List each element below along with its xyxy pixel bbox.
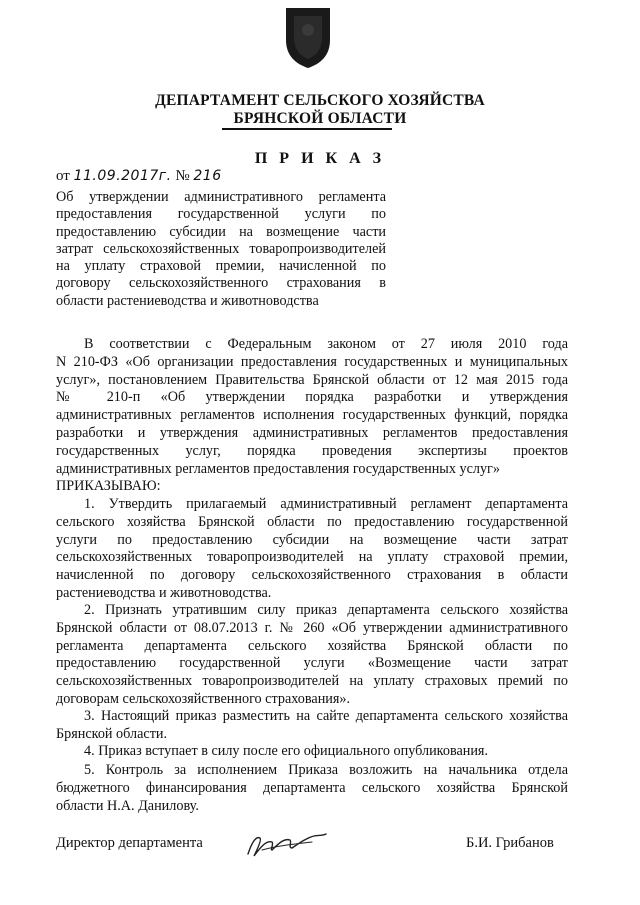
item-1-line: услуги по предоставлению субсидии на возмещение части затрат: [56, 531, 568, 548]
signatory-title: Директор департамента: [56, 835, 203, 851]
item-1-line: начисленной по договору сельскохозяйственного страхования в области: [56, 567, 568, 584]
number-value: 216: [193, 168, 222, 184]
handwritten-signature: [242, 828, 332, 860]
subject-line: затрат сельскохозяйственных товаропроизводителей: [56, 240, 386, 257]
subject-line: Об утверждении административного регламента: [56, 189, 386, 205]
document-type-heading: П Р И К А З: [254, 150, 386, 167]
header-underline: [222, 128, 392, 130]
item-1-line: сельского хозяйства Брянской области по предоставлению государственной: [56, 513, 568, 530]
item-2-paragraph: [56, 602, 568, 709]
preamble-line: услуг», постановлением Правительства Брянской области от 12 мая 2015 года: [56, 371, 568, 388]
item-5-line: области Н.А. Данилову.: [56, 797, 199, 814]
item-2-line: Брянской области от 08.07.2013 г. № 260 «Об утверждении административного: [56, 619, 568, 636]
item-3-line: 3. Настоящий приказ разместить на сайте департамента сельского хозяйства: [84, 708, 568, 724]
preamble-line: N 210-ФЗ «Об организации предоставления государственных и муниципальных: [56, 353, 568, 370]
item-1-line: растениеводства и животноводства.: [56, 584, 272, 601]
signatory-name: Б.И. Грибанов: [466, 835, 554, 851]
item-1-line: сельскохозяйственных товаропроизводителей на уплату страховой премии,: [56, 549, 568, 566]
item-5-paragraph: [56, 762, 568, 815]
preamble-line: административных регламентов исполнения государственных функций, порядка: [56, 407, 568, 424]
item-1-line: 1. Утвердить прилагаемый административный регламент департамента: [84, 496, 568, 512]
item-2-line: договорам сельскохозяйственного страхования».: [56, 690, 351, 707]
subject-line: предоставлению субсидии на возмещение части: [56, 223, 386, 240]
preamble-line: государственных услуг, порядка проведения экспертизы проектов: [56, 442, 568, 459]
subject-line: договору сельскохозяйственного страхования в: [56, 275, 386, 292]
department-title-line1: ДЕПАРТАМЕНТ СЕЛЬСКОГО ХОЗЯЙСТВА: [155, 92, 485, 109]
item-5-line: 5. Контроль за исполнением Приказа возложить на начальника отдела: [84, 762, 568, 778]
item-4-line: 4. Приказ вступает в силу после его официального опубликования.: [84, 743, 489, 759]
item-3-paragraph: [56, 708, 568, 744]
preamble-line: В соответствии с Федеральным законом от 27 июля 2010 года: [84, 336, 568, 352]
subject-line: области растениеводства и животноводства: [56, 292, 319, 309]
item-2-line: 2. Признать утратившим силу приказ департамента сельского хозяйства: [84, 602, 568, 618]
preamble-line: разработки и утверждения административных регламентов предоставления: [56, 424, 568, 441]
order-word: ПРИКАЗЫВАЮ:: [56, 478, 161, 495]
coat-of-arms-emblem: [280, 4, 336, 70]
preamble-line: № 210-п «Об утверждении порядка разработки и утверждения: [56, 389, 568, 406]
item-3-line: Брянской области.: [56, 725, 168, 742]
item-4-paragraph: [56, 743, 568, 761]
item-2-line: регламента департамента сельского хозяйства Брянской области по: [56, 637, 568, 654]
date-number-line: [56, 168, 222, 185]
item-5-line: бюджетного финансирования департамента сельского хозяйства Брянской: [56, 779, 568, 796]
number-prefix: №: [175, 168, 190, 184]
item-2-line: предоставлению государственной услуги «Возмещение части затрат: [56, 655, 568, 672]
item-2-line: сельскохозяйственных товаропроизводителей на уплату страховых премий по: [56, 673, 568, 690]
date-value: 11.09.2017г.: [73, 168, 172, 184]
date-prefix: от: [56, 168, 70, 184]
subject-line: предоставления государственной услуги по: [56, 206, 386, 223]
subject-line: на уплату страховой премии, начисленной по: [56, 258, 386, 275]
item-1-paragraph: [56, 496, 568, 603]
preamble-paragraph: [56, 336, 568, 496]
preamble-line: административных регламентов предоставления государственных услуг»: [56, 460, 500, 477]
department-title-line2: БРЯНСКОЙ ОБЛАСТИ: [233, 110, 407, 127]
order-subject: [56, 189, 386, 310]
